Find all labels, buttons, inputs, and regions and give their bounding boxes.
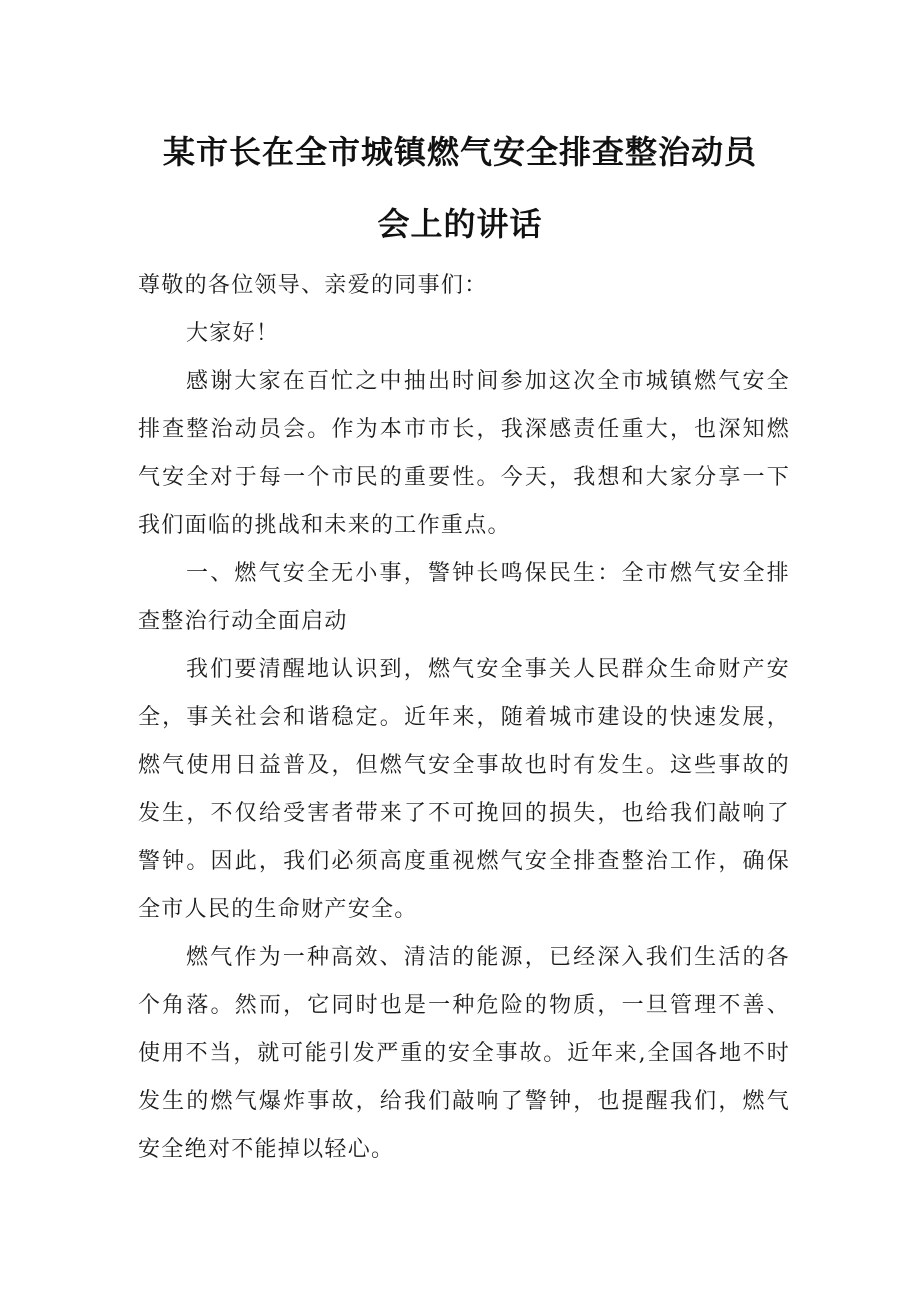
paragraph-safety-importance: 我们要清醒地认识到，燃气安全事关人民群众生命财产安全，事关社会和谐稳定。近年来，随着城市建设的快速发展，燃气使用日益普及，但燃气安全事故也时有发生。这些事故的发生，不仅给受害者带来了不可挽回的损失，也给我们敲响了警钟。因此，我们必须高度重视燃气安全排查整治工作，确保全市人民的生命财产安全。 xyxy=(138,657,790,922)
document-title-line-2: 会上的讲话 xyxy=(377,205,543,243)
document-body xyxy=(138,262,790,1174)
salutation: 尊敬的各位领导、亲爱的同事们： xyxy=(138,273,488,298)
paragraph-intro: 感谢大家在百忙之中抽出时间参加这次全市城镇燃气安全排查整治动员会。作为本市市长，我深感责任重大，也深知燃气安全对于每一个市民的重要性。今天，我想和大家分享一下我们面临的挑战和未来的工作重点。 xyxy=(138,369,790,538)
greeting: 大家好！ xyxy=(186,321,280,346)
section-heading-1: 一、燃气安全无小事，警钟长鸣保民生：全市燃气安全排查整治行动全面启动 xyxy=(138,561,790,634)
document-title-line-1: 某市长在全市城镇燃气安全排查整治动员 xyxy=(162,133,757,171)
paragraph-gas-energy: 燃气作为一种高效、清洁的能源，已经深入我们生活的各个角落。然而，它同时也是一种危险的物质，一旦管理不善、使用不当，就可能引发严重的安全事故。近年来,全国各地不时发生的燃气爆炸事故，给我们敲响了警钟，也提醒我们，燃气安全绝对不能掉以轻心。 xyxy=(138,945,790,1162)
